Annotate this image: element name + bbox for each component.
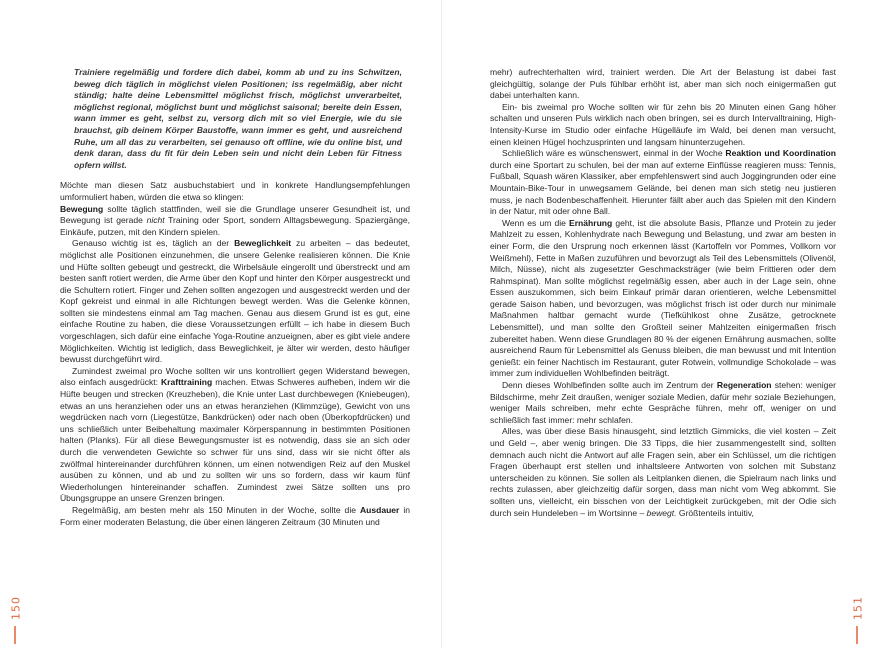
keyword-koordination: Reaktion und Koordination <box>725 148 836 159</box>
paragraph-krafttraining: Zumindest zweimal pro Woche sollten wir uns kontrolliert gegen Widerstand bewegen, also einfach ausgedrückt: Krafttraining machen. Etwas Schweres aufheben, indem wir die Hüfte beugen und strecken (Kreuzheben), die Knie unter Last durchbewegen (Kniebeugen), etwas an uns heranziehen oder uns an etwas heranziehen (Klimmzüge), Gewicht von uns wegdrücken nach vorn (Liegestütze, Bankdrücken) oder nach oben (Überkopfdrücken) und uns schließlich unter Beibehaltung maximaler Körperspannung in bestimmten Positionen halten (Planks). Für all diese Bewegungsmuster ist es notwendig, dass sie an sich oder durch die verwendeten Gewichte so schwer für uns sind, dass wir sie nicht öfter als zwölfmal hintereinander durchführen können, um einen notwendigen Reiz auf den Muskel ausüben zu können, und ab und zu sollten wir uns so fordern, dass wir kaum fünf Wiederholungen hintereinander schaffen. Zumindest zwei Sätze sollten uns pro Übungsgruppe an unsere Grenzen bringen. <box>60 365 410 504</box>
paragraph-ausdauer: Regelmäßig, am besten mehr als 150 Minuten in der Woche, sollte die Ausdauer in Form einer moderaten Belastung, die über einen längeren Zeitraum (30 Minuten und <box>60 504 411 527</box>
paragraph-regeneration: Denn dieses Wohlbefinden sollte auch im Zentrum der Regeneration stehen: weniger Bildschirme, mehr Zeit draußen, weniger soziale Medien, dafür mehr soziale Beziehungen, weniger Mails schreiben, mehr echte Gespräche führen, mehr off, weniger on und schließlich fast immer: mehr schlafen. <box>490 380 836 425</box>
folio-bar <box>856 626 858 644</box>
keyword-bewegung: Bewegung <box>60 203 104 214</box>
left-page-text <box>60 67 410 528</box>
paragraph-intro: Möchte man diesen Satz ausbuchstabiert und in konkrete Handlungsempfehlungen umformuliert haben, würden die etwa so klingen: <box>60 180 410 202</box>
paragraph-gimmicks: Alles, was über diese Basis hinausgeht, sind letztlich Gimmicks, die viel kosten – Zeit und Geld –, aber wenig bringen. Die 33 Tipps, die hier zusammengestellt sind, sollten demnach auch nicht die Antwort auf alle Fragen sein, aber ein Schlüssel, um die richtigen Fragen überhaupt erst stellen und inhaltsleere Antworten von solchen mit Substanz unterscheiden zu können. Sie sollen als Leitplanken dienen, die Spielraum nach links und rechts zulassen, aber gleichzeitig dafür sorgen, dass man nicht vom Weg abkommt. Sie sollten uns, vielleicht, ein bisschen von der Leichtigkeit zurückgeben, mit der Odie sich durch sein Hundeleben – im Wortsinne – bewegt. Größtenteils intuitiv, <box>490 426 836 518</box>
keyword-ernaehrung: Ernährung <box>569 217 613 228</box>
paragraph-beweglichkeit: Genauso wichtig ist es, täglich an der Beweglichkeit zu arbeiten – das bedeutet, möglichst alle Positionen einzunehmen, die unsere Gelenke realisieren können. Die Knie und Hüfte sollten gebeugt und gestreckt, die Wirbelsäule eingerollt und überstreckt und am besten sanft rotiert werden, die Arme über den Kopf und hinter den Körper ausgestreckt und die Schultern rotiert. Finger und Zehen sollten angezogen und ausgestreckt werden und der Kopf gekreist und einmal in alle Richtungen bewegt werden. Was die Gelenke können, sollten sie mindestens einmal am Tag machen. Genau aus diesem Grund ist es gut, eine einfache Routine zu haben, die diese Voraussetzungen erfüllt – ich habe in diesem Buch vorgeschlagen, sich dafür eine einfache Yoga-Routine anzueignen, aber es gibt viele andere Möglichkeiten. Wichtig ist lediglich, dass Beweglichkeit, je älter wir werden, desto häufiger bewusst durchgeführt wird. <box>60 238 410 365</box>
page-number-right <box>851 596 865 636</box>
paragraph-intervall: Ein- bis zweimal pro Woche sollten wir für zehn bis 20 Minuten einen Gang höher schalten und unseren Puls wirklich nach oben bringen, sei es durch Intervalltraining, High-Intensity-Kurse im Studio oder einfache Hügelläufe im Wald, bei denen man versucht, einen kleinen Hügel hochzusprinten und langsam hinunterzugehen. <box>490 101 836 147</box>
paragraph-koordination: Schließlich wäre es wünschenswert, einmal in der Woche Reaktion und Koordination durch eine Sportart zu schulen, bei der man auf externe Einflüsse reagieren muss: Tennis, Fußball, Squash wären Klassiker, aber empfehlenswert sind auch Joggingrunden oder eine Mountain-Bike-Tour in unwegsamem Gelände, bei denen man sich stetig neu justieren muss, je nach Bodenbeschaffenheit. Hierunter fällt aber auch das Spielen mit den Kindern in der Natur, mit oder ohne Ball. <box>490 148 836 217</box>
right-page <box>442 0 884 648</box>
right-page-text <box>490 67 836 519</box>
keyword-beweglichkeit: Beweglichkeit <box>234 238 292 249</box>
quote-block: Trainiere regelmäßig und fordere dich dabei, komm ab und zu ins Schwitzen, beweg dich täglich in möglichst vielen Positionen; iss regelmäßig, aber nicht ständig; halte deine Lebensmittel möglichst frisch, möglichst unverarbeitet, möglichst regional, möglichst bunt und möglichst saisonal; bereite dein Essen, wann immer es geht, selbst zu, versorg dich mit so viel Energie, wie du sie brauchst, gib deinem Körper Baustoffe, wann immer es geht, und ausreichend Ruhe, um all das zu verarbeiten, sei genauso oft offline, wie du online bist, und denk daran, dass du fit für dein Leben sein und nicht dein Leben für Fitness opfern willst. <box>74 67 402 170</box>
folio-bar <box>14 626 16 644</box>
keyword-ausdauer: Ausdauer <box>359 504 400 515</box>
paragraph-ernaehrung: Wenn es um die Ernährung geht, ist die absolute Basis, Pflanze und Protein zu jeder Mahlzeit zu essen, Kohlenhydrate nach Bewegung und Belastung, und zwar am besten in einer Form, die den Ursprung noch erkennen lässt (Kartoffeln vor Pommes, Vollkorn vor Weißmehl), Fette in Maßen zuzuführen und bevorzugt als Teil des Lebensmittels (Olivenöl, Milch, Nüsse), nicht als zugesetzter Geschmacksträger (wie beim Frittieren oder dem Rahmspinat). Man sollte möglichst regelmäßig essen, aber auch in der Lage sein, ohne Essen auszukommen, sich beim Einkauf primär daran orientieren, welche Lebensmittel gerade Saison haben, und bevorzugen, was möglichst frisch ist oder durch nur minimale Maßnahmen haltbar gemacht wurde (Tiefkühlkost ohne Zusätze, getrocknete Lebensmittel), und man sollte den Großteil seiner Mahlzeiten einigermaßen frisch zubereitet haben. Wenn diese Grundlagen 80 % der eigenen Ernährung ausmachen, sollte ausreichend Raum für Lebensmittel als Genuss bleiben, die man bewusst und mit Intention genießt: ein feiner Nachtisch im Restaurant, guter Rotwein, vollmundige Schokolade – was immer zum individuellen Wohlbefinden beiträgt. <box>490 217 836 379</box>
paragraph-continued: mehr) aufrechterhalten wird, trainiert werden. Die Art der Belastung ist dabei fast gleichgültig, solange der Puls fühlbar erhöht ist, aber man sich noch einigermaßen gut dabei unterhalten kann. <box>490 67 836 101</box>
emphasis-nicht: nicht <box>146 215 165 226</box>
page-number-150: 150 <box>9 596 23 620</box>
keyword-krafttraining: Krafttraining <box>160 377 213 388</box>
paragraph-bewegung: Bewegung sollte täglich stattfinden, weil sie die Grundlage unserer Gesundheit ist, und Bewegung ist gerade nicht Training oder Sport, sondern Alltagsbewegung. Spaziergänge, Einkäufe, putzen, mit den Kindern spielen. <box>60 203 410 237</box>
emphasis-bewegt: bewegt. <box>646 507 677 518</box>
page-number-151: 151 <box>851 596 865 620</box>
keyword-regeneration: Regeneration <box>716 380 772 391</box>
page-number-left <box>9 596 23 636</box>
